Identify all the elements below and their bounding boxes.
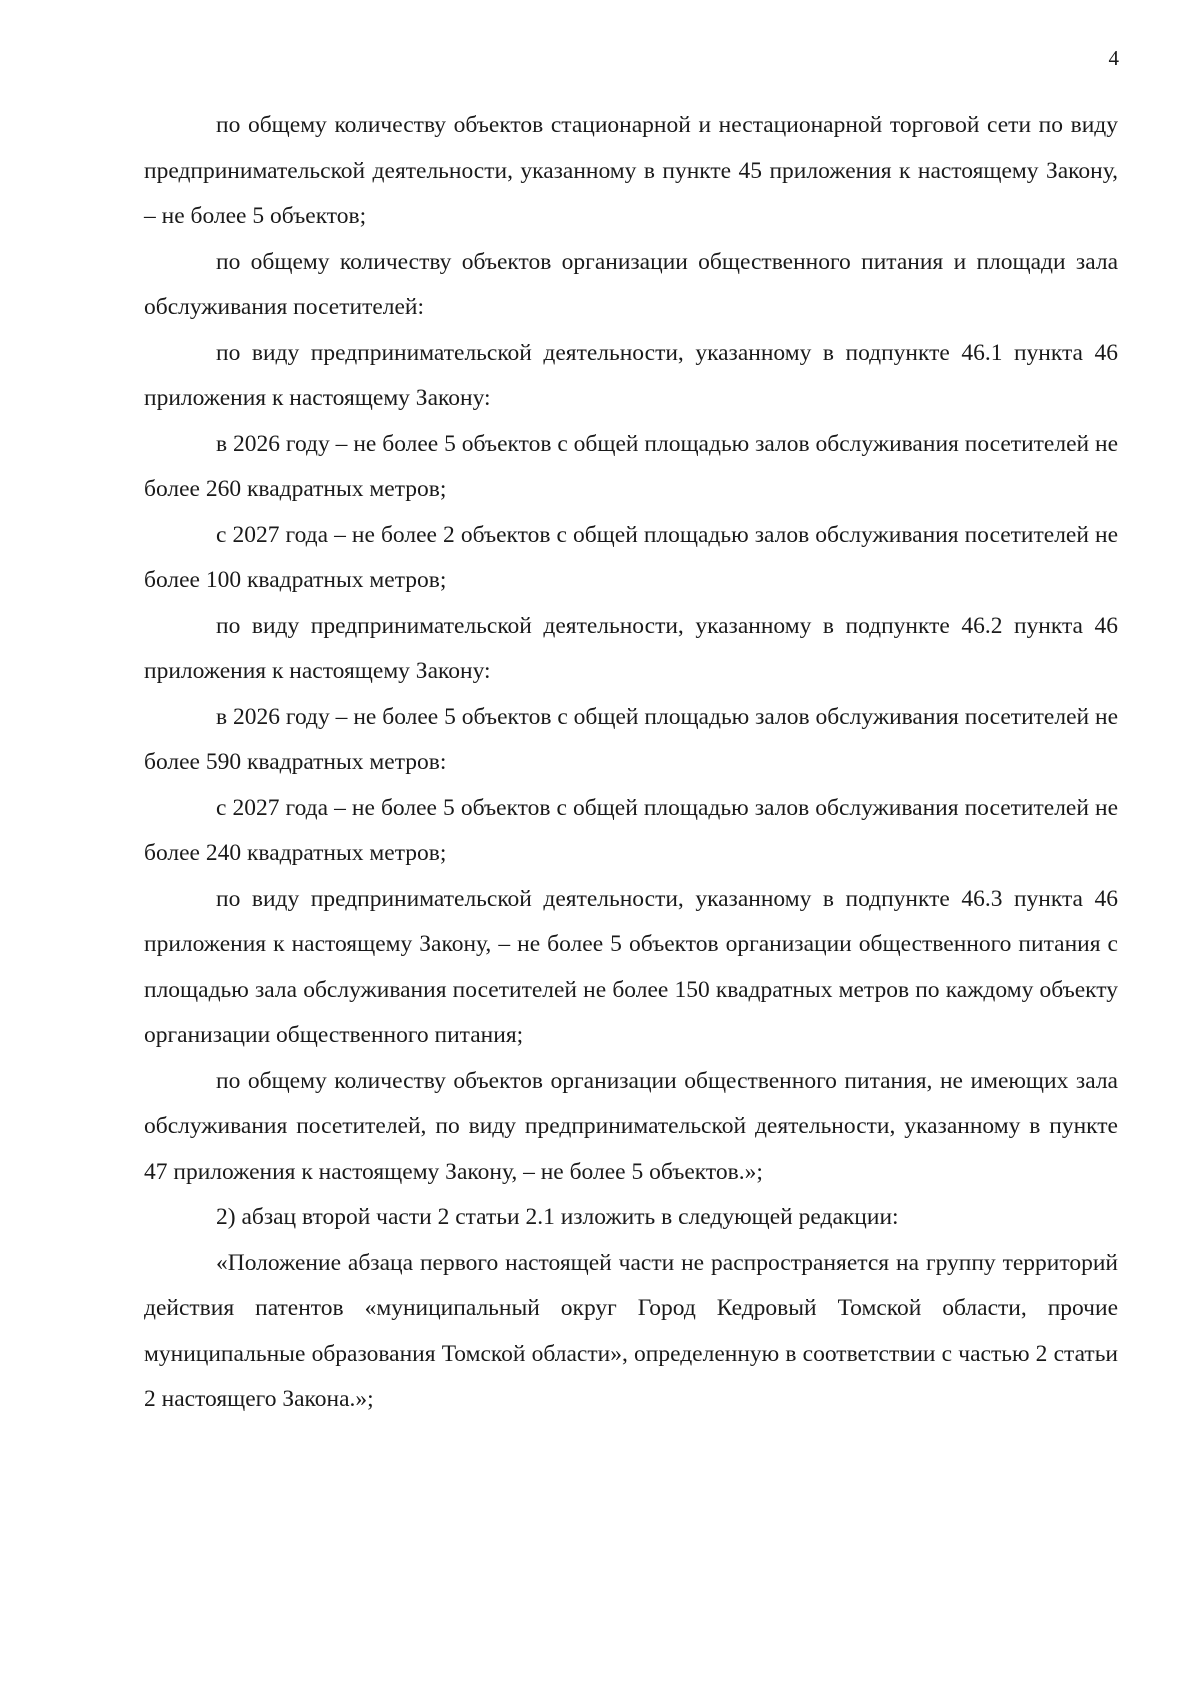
paragraph: по виду предпринимательской деятельности, указанному в подпункте 46.1 пункта 46 приложения к настоящему Закону: <box>144 339 1118 411</box>
paragraph: по общему количеству объектов организации общественного питания и площади зала обслуживания посетителей: <box>144 248 1118 320</box>
paragraph: по виду предпринимательской деятельности, указанному в подпункте 46.2 пункта 46 приложения к настоящему Закону: <box>144 612 1118 684</box>
paragraph: по общему количеству объектов организации общественного питания, не имеющих зала обслуживания посетителей, по виду предпринимательской деятельности, указанному в пункте 47 приложения к настоящему Закону, – не более 5 объектов.»; <box>144 1067 1118 1185</box>
paragraph: в 2026 году – не более 5 объектов с общей площадью залов обслуживания посетителей не более 260 квадратных метров; <box>144 430 1118 502</box>
paragraph: «Положение абзаца первого настоящей части не распространяется на группу территорий действия патентов «муниципальный округ Город Кедровый Томской области, прочие муниципальные образования Томской области», определенную в соответствии с частью 2 статьи 2 настоящего Закона.»; <box>144 1249 1118 1412</box>
paragraph: по виду предпринимательской деятельности, указанному в подпункте 46.3 пункта 46 приложения к настоящему Закону, – не более 5 объектов организации общественного питания с площадью зала обслуживания посетителей не более 150 квадратных метров по каждому объекту организации общественного питания; <box>144 885 1118 1048</box>
paragraph: с 2027 года – не более 2 объектов с общей площадью залов обслуживания посетителей не более 100 квадратных метров; <box>144 521 1118 593</box>
paragraph: в 2026 году – не более 5 объектов с общей площадью залов обслуживания посетителей не более 590 квадратных метров: <box>144 703 1118 775</box>
paragraph: по общему количеству объектов стационарной и нестационарной торговой сети по виду предпринимательской деятельности, указанному в пункте 45 приложения к настоящему Закону, – не более 5 объектов; <box>144 112 1118 229</box>
paragraph: с 2027 года – не более 5 объектов с общей площадью залов обслуживания посетителей не более 240 квадратных метров; <box>144 794 1118 866</box>
paragraph: 2) абзац второй части 2 статьи 2.1 изложить в следующей редакции: <box>216 1204 899 1230</box>
document-body <box>144 103 1118 1423</box>
page-number: 4 <box>1108 46 1119 70</box>
